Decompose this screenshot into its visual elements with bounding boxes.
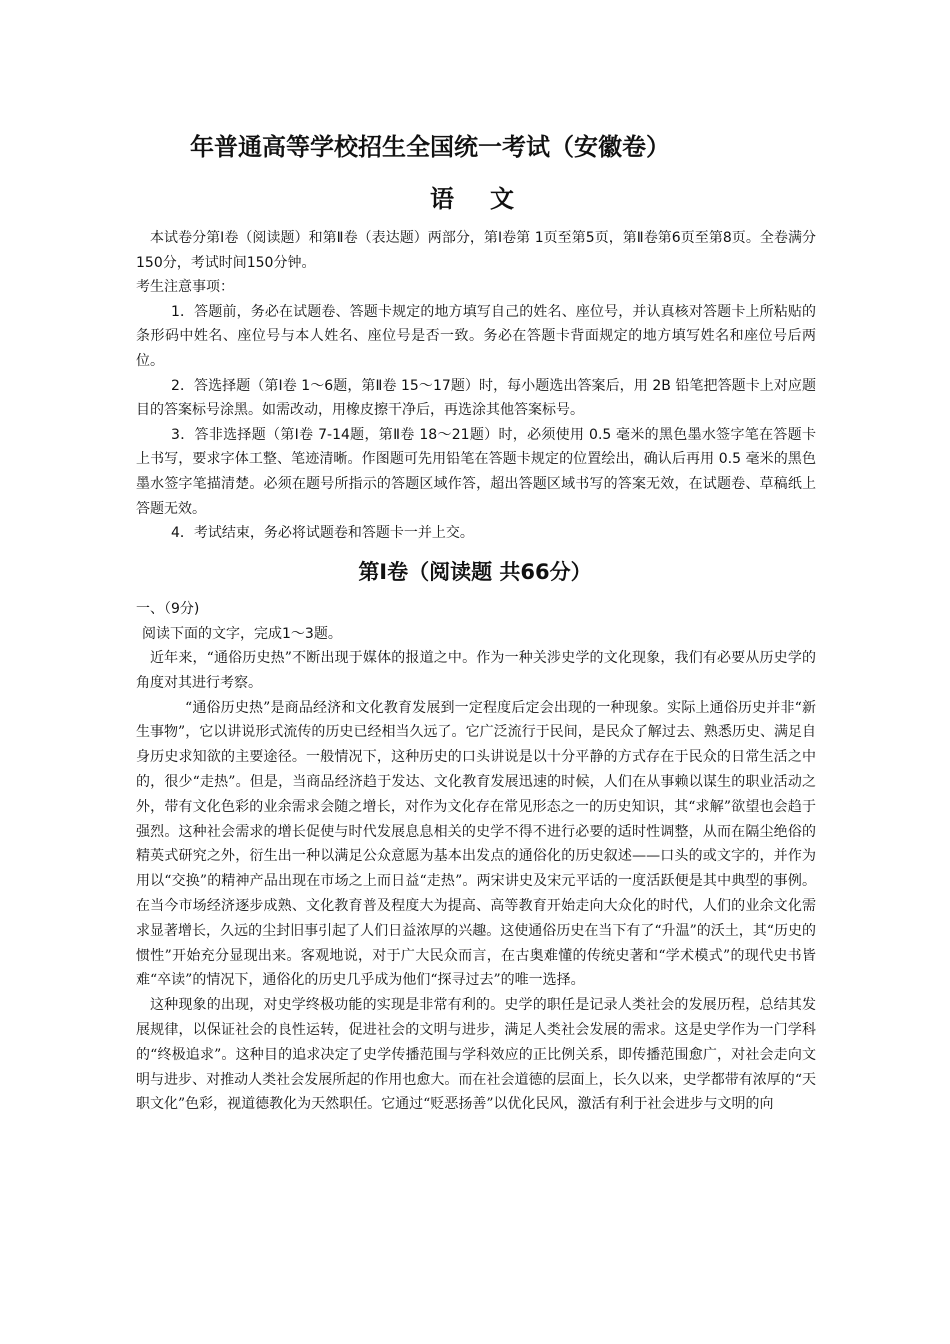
reading-passage <box>136 646 816 1117</box>
question-group-label: 一、（9分) <box>136 601 200 617</box>
subject-title: 语 文 <box>430 185 520 213</box>
passage-paragraph-3: 这种现象的出现，对史学终极功能的实现是非常有利的。史学的职任是记录人类社会的发展历程，总结其发展规律，以保证社会的良性运转，促进社会的文明与进步，满足人类社会发展的需求。这是史学作为一门学科的“终极追求”。这种目的追求决定了史学传播范围与学科效应的正比例关系，即传播范围愈广，对社会走向文明与进步、对推动人类社会发展所起的作用也愈大。而在社会道德的层面上，长久以来，史学都带有浓厚的“天职文化”色彩，视道德教化为天然职任。它通过“贬恶扬善”以优化民风，激活有利于社会进步与文明的向 <box>136 997 816 1113</box>
notice-item-2: 2．答选择题（第Ⅰ卷 1～6题，第Ⅱ卷 15～17题）时，每小题选出答案后，用 2B 铅笔把答题卡上对应题目的答案标号涂黑。如需改动，用橡皮擦干净后，再选涂其他答案标号。 <box>136 377 816 419</box>
notice-heading: 考生注意事项： <box>136 279 234 296</box>
notice-item-3: 3．答非选择题（第Ⅰ卷 7-14题，第Ⅱ卷 18～21题）时，必须使用 0.5 毫米的黑色墨水签字笔在答题卡上书写，要求字体工整、笔迹清晰。作图题可先用铅笔在答题卡规定的位置绘出，确认后再用 0.5 毫米的黑色墨水签字笔描清楚。必须在题号所指示的答题区域作答，超出答题区域书写的答案无效，在试题卷、草稿纸上答题无效。 <box>136 426 816 517</box>
passage-paragraph-2: “通俗历史热”是商品经济和文化教育发展到一定程度后定会出现的一种现象。实际上通俗历史并非“新生事物”，它以讲说形式流传的历史已经相当久远了。它广泛流行于民间，是民众了解过去、熟悉历史、满足自身历史求知欲的主要途径。一般情况下，这种历史的口头讲说是以十分平静的方式存在于民众的日常生活之中的，很少“走热”。但是，当商品经济趋于发达、文化教育发展迅速的时候，人们在从事赖以谋生的职业活动之外，带有文化色彩的业余需求会随之增长，对作为文化存在常见形态之一的历史知识，其“求解”欲望也会趋于强烈。这种社会需求的增长促使与时代发展息息相关的史学不得不进行必要的适时性调整，从而在隔尘绝俗的精英式研究之外，衍生出一种以满足公众意愿为基本出发点的通俗化的历史叙述——口头的或文字的，并作为用以“交换”的精神产品出现在市场之上而日益“走热”。两宋讲史及宋元平话的一度活跃便是其中典型的事例。在当今市场经济逐步成熟、文化教育普及程度大为提高、高等教育开始走向大众化的时代，人们的业余文化需求显著增长，久远的尘封旧事引起了人们日益浓厚的兴趣。这使通俗历史在当下有了“升温”的沃土，其“历史的惯性”开始充分显现出来。客观地说，对于广大民众而言，在古奥难懂的传统史著和“学术模式”的现代史书皆难“卒读”的情况下，通俗化的历史几乎成为他们“探寻过去”的唯一选择。 <box>136 699 816 989</box>
question-header <box>136 597 816 646</box>
reading-prompt: 阅读下面的文字，完成1～3题。 <box>142 625 342 642</box>
section-title: 第Ⅰ卷（阅读题 共66分） <box>358 560 592 584</box>
passage-paragraph-1: 近年来，“通俗历史热”不断出现于媒体的报道之中。作为一种关涉史学的文化现象，我们有必要从历史学的角度对其进行考察。 <box>136 650 816 691</box>
notice-item-1: 1．答题前，务必在试题卷、答题卡规定的地方填写自己的姓名、座位号，并认真核对答题卡上所粘贴的条形码中姓名、座位号与本人姓名、座位号是否一致。务必在答题卡背面规定的地方填写姓名和座位号后两位。 <box>136 303 816 369</box>
exam-instructions <box>136 226 816 546</box>
exam-title: 年普通高等学校招生全国统一考试（安徽卷） <box>190 133 670 161</box>
notice-item-4: 4．考试结束，务必将试题卷和答题卡一并上交。 <box>171 525 474 542</box>
intro-paragraph: 本试卷分第Ⅰ卷（阅读题）和第Ⅱ卷（表达题）两部分，第Ⅰ卷第 1页至第5页，第Ⅱ卷第6页至第8页。全卷满分150分，考试时间150分钟。 <box>136 230 816 271</box>
